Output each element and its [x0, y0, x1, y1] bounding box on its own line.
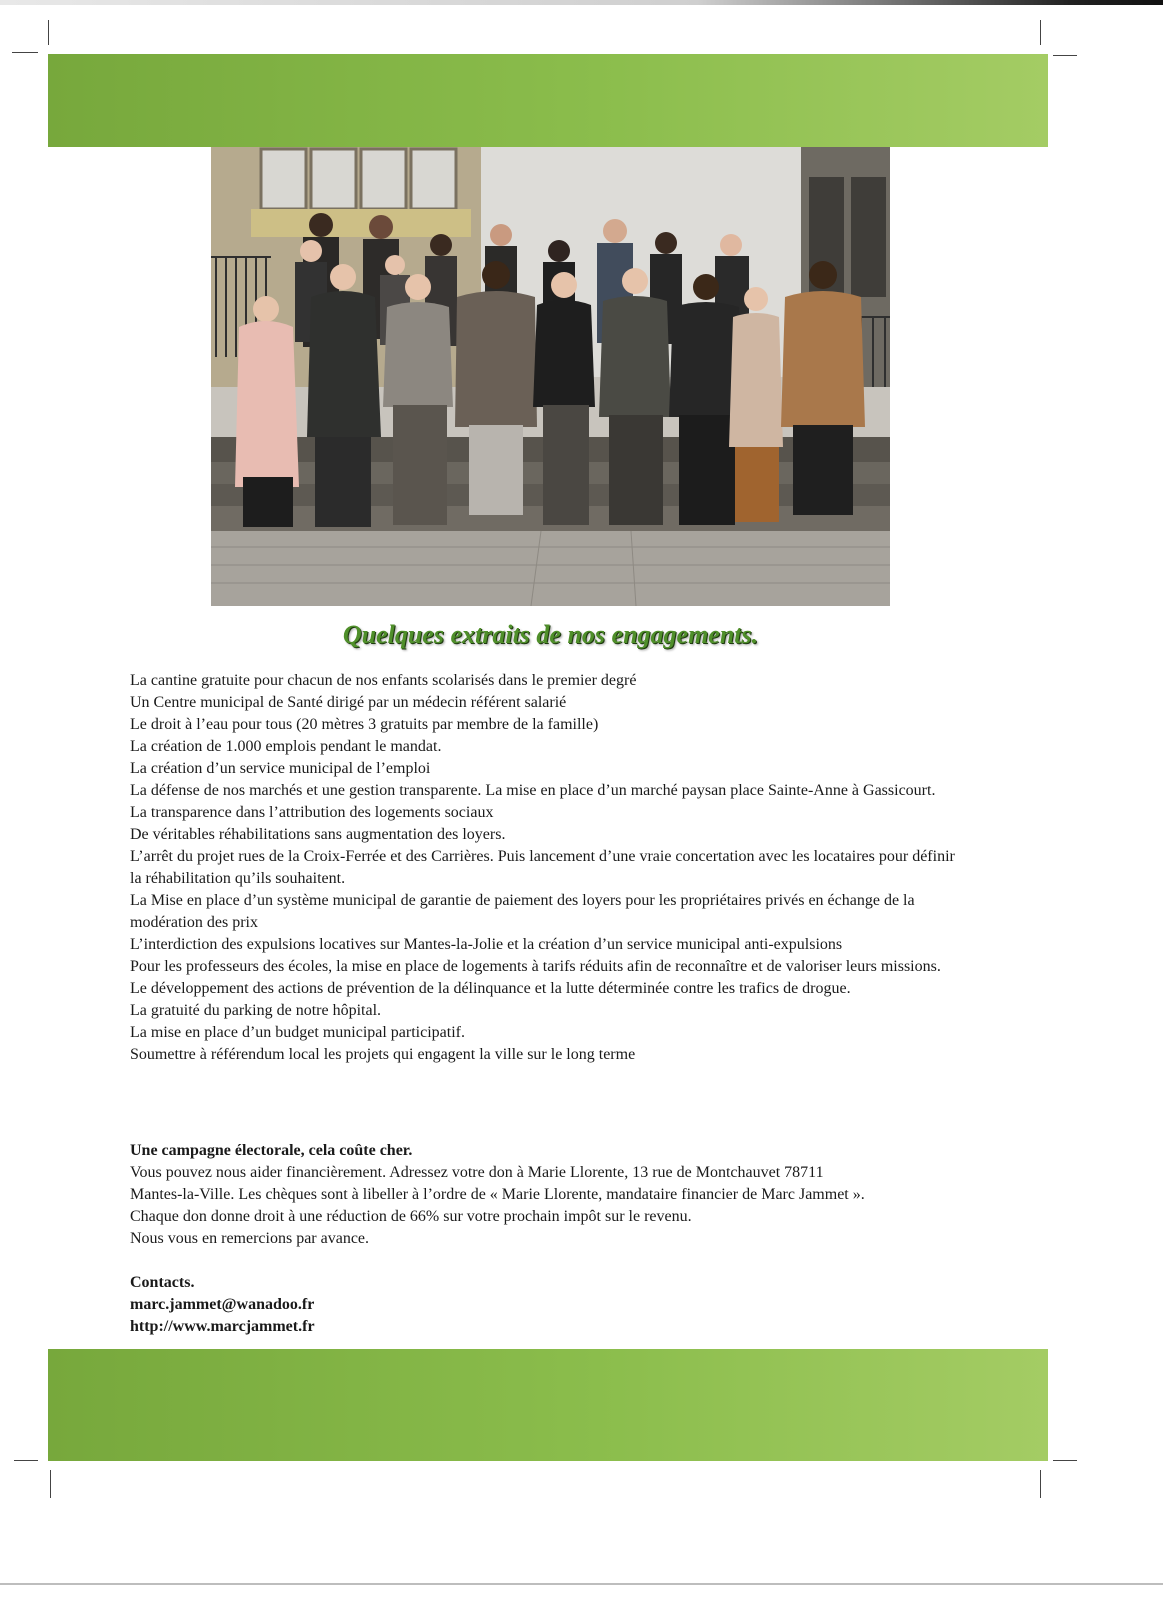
list-item: La Mise en place d’un système municipal de garantie de paiement des loyers pour les propriétaires privés en échange de la modération des prix: [130, 892, 915, 931]
list-item: Soumettre à référendum local les projets qui engagent la ville sur le long terme: [130, 1046, 636, 1063]
donation-section: [130, 1140, 970, 1250]
list-item: La défense de nos marchés et une gestion transparente. La mise en place d’un marché paysan place Sainte-Anne à Gassicourt.: [130, 782, 936, 799]
email-link[interactable]: marc.jammet@wanadoo.fr: [130, 1296, 315, 1313]
donation-line: Chaque don donne droit à une réduction de 66% sur votre prochain impôt sur le revenu.: [130, 1208, 692, 1225]
list-item: L’interdiction des expulsions locatives sur Mantes-la-Jolie et la création d’un service municipal anti-expulsions: [130, 936, 843, 953]
donation-line: Nous vous en remercions par avance.: [130, 1230, 370, 1247]
list-item: La gratuité du parking de notre hôpital.: [130, 1002, 382, 1019]
green-band-bottom: [48, 1349, 1048, 1461]
list-item: La transparence dans l’attribution des logements sociaux: [130, 804, 494, 821]
contacts-section: [130, 1272, 970, 1338]
crop-mark: [14, 1460, 38, 1461]
list-item: Le droit à l’eau pour tous (20 mètres 3 gratuits par membre de la famille): [130, 716, 599, 733]
crop-mark: [1053, 1460, 1077, 1461]
commitments-list: [130, 670, 970, 1066]
crop-mark: [1053, 55, 1077, 56]
crop-mark: [48, 20, 49, 45]
contacts-title: Contacts.: [130, 1274, 195, 1291]
group-photo: [211, 147, 890, 606]
crop-mark: [50, 1470, 51, 1498]
scan-edge-bottom: [0, 1583, 1163, 1585]
donation-line: Mantes-la-Ville. Les chèques sont à libeller à l’ordre de « Marie Llorente, mandataire financier de Marc Jammet ».: [130, 1186, 865, 1203]
list-item: L’arrêt du projet rues de la Croix-Ferrée et des Carrières. Puis lancement d’une vraie concertation avec les locataires pour définir la réhabilitation qu’ils souhaitent.: [130, 848, 955, 887]
list-item: La création d’un service municipal de l’emploi: [130, 760, 431, 777]
crop-mark: [12, 52, 38, 53]
list-item: La création de 1.000 emplois pendant le mandat.: [130, 738, 442, 755]
list-item: Un Centre municipal de Santé dirigé par un médecin référent salarié: [130, 694, 567, 711]
crop-mark: [1040, 1470, 1041, 1498]
crop-mark: [1040, 20, 1041, 45]
green-band-top: [48, 54, 1048, 147]
list-item: Le développement des actions de prévention de la délinquance et la lutte déterminée contre les trafics de drogue.: [130, 980, 851, 997]
list-item: La cantine gratuite pour chacun de nos enfants scolarisés dans le premier degré: [130, 672, 637, 689]
section-heading: Quelques extraits de nos engagements.: [342, 620, 759, 649]
list-item: Pour les professeurs des écoles, la mise en place de logements à tarifs réduits afin de reconnaître et de valoriser leurs missions.: [130, 958, 941, 975]
website-link[interactable]: http://www.marcjammet.fr: [130, 1318, 315, 1335]
list-item: De véritables réhabilitations sans augmentation des loyers.: [130, 826, 506, 843]
donation-title: Une campagne électorale, cela coûte cher.: [130, 1142, 413, 1159]
list-item: La mise en place d’un budget municipal participatif.: [130, 1024, 465, 1041]
donation-line: Vous pouvez nous aider financièrement. Adressez votre don à Marie Llorente, 13 rue de Montchauvet 78711: [130, 1164, 824, 1181]
scan-edge-top: [0, 0, 1163, 5]
